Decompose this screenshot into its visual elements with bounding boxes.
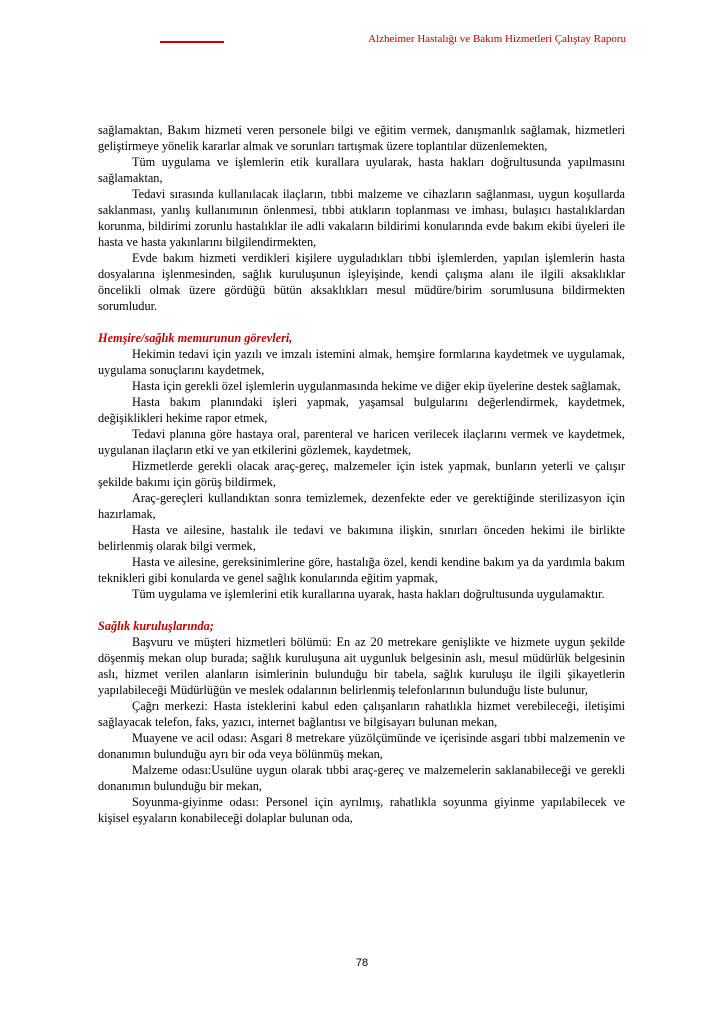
paragraph: Muayene ve acil odası: Asgari 8 metrekare yüzölçümünde ve içerisinde asgari tıbbi malzemenin ve donanımın bulunduğu ayrı bir oda veya bölünmüş mekan, xyxy=(98,731,625,761)
paragraph: Hekimin tedavi için yazılı ve imzalı istemini almak, hemşire formlarına kaydetmek ve uygulamak, uygulama sonuçlarını kaydetmek, xyxy=(98,347,625,377)
spacer xyxy=(98,314,625,330)
paragraph: Başvuru ve müşteri hizmetleri bölümü: En az 20 metrekare genişlikte ve hizmete uygun şekilde döşenmiş mekan olup burada; sağlık kuruluşuna ait uygunluk belgesinin aslı, mesul müdürlük belgesinin aslı, hizmet verilen alanların isimlerinin bulunduğu bir tabela, sağlık kuruluşu ile ilgili şikayetlerin yapılabileceği Müdürlüğün ve meslek odalarının belirlenmiş telefonlarının bulunduğu liste bulunur, xyxy=(98,635,625,697)
paragraph: Hasta için gerekli özel işlemlerin uygulanmasında hekime ve diğer ekip üyelerine destek sağlamak, xyxy=(132,379,621,393)
document-body xyxy=(98,122,625,826)
spacer xyxy=(98,602,625,618)
paragraph: sağlamaktan, Bakım hizmeti veren personele bilgi ve eğitim vermek, danışmanlık sağlamak, hizmetleri geliştirmeye yönelik kararlar almak ve sorunları tartışmak üzere toplantılar düzenlemekten, xyxy=(98,123,625,153)
paragraph: Evde bakım hizmeti verdikleri kişilere uyguladıkları tıbbi işlemlerden, yapılan işlemlerin hasta dosyalarına işlenmesinden, sağlık kuruluşunun işleyişinde, kendi çalışma alanı ile ilgili aksaklıklar öncelikli olmak üzere gördüğü bütün aksaklıkları mesul müdüre/birim sorumlusuna bildirmekten sorumludur. xyxy=(98,251,625,313)
paragraph: Malzeme odası:Usulüne uygun olarak tıbbi araç-gereç ve malzemelerin saklanabileceği ve gerekli donanımın bulunduğu bir mekan, xyxy=(98,763,625,793)
section-heading-nurse: Hemşire/sağlık memurunun görevleri, xyxy=(98,331,293,345)
paragraph: Hasta ve ailesine, hastalık ile tedavi ve bakımına ilişkin, sınırları önceden hekimi ile birlikte belirlenmiş olarak bilgi vermek, xyxy=(98,523,625,553)
header-title: Alzheimer Hastalığı ve Bakım Hizmetleri Çalıştay Raporu xyxy=(368,33,626,45)
paragraph: Tedavi planına göre hastaya oral, parenteral ve haricen verilecek ilaçlarını vermek ve kaydetmek, uygulanan ilaçların etki ve yan etkilerini gözlemek, kaydetmek, xyxy=(98,427,625,457)
paragraph: Hasta bakım planındaki işleri yapmak, yaşamsal bulgularını değerlendirmek, kaydetmek, değişiklikleri hekime rapor etmek, xyxy=(98,395,625,425)
section-heading-facilities: Sağlık kuruluşlarında; xyxy=(98,619,214,633)
paragraph: Araç-gereçleri kullandıktan sonra temizlemek, dezenfekte eder ve gerektiğinde sterilizasyon için hazırlamak, xyxy=(98,491,625,521)
paragraph: Çağrı merkezi: Hasta isteklerini kabul eden çalışanların rahatlıkla hizmet verebileceği, iletişimi sağlayacak telefon, faks, yazıcı, internet bağlantısı ve bilgisayarı bulunan mekan, xyxy=(98,699,625,729)
header-accent-line xyxy=(160,41,224,43)
paragraph: Tedavi sırasında kullanılacak ilaçların, tıbbi malzeme ve cihazların sağlanması, uygun koşullarda saklanması, yanlış kullanımının önlenmesi, tıbbi atıkların toplanması ve imhası, bulaşıcı hastalıklardan korunma, bildirimi zorunlu hastalıklar ile adli vakaların bildirimi konularında evde bakım ekibi üyeleri ile hasta ve hasta yakınlarını bilgilendirmekten, xyxy=(98,187,625,249)
paragraph: Tüm uygulama ve işlemlerin etik kurallara uyularak, hasta hakları doğrultusunda yapılmasını sağlamaktan, xyxy=(98,155,625,185)
page-number: 78 xyxy=(355,957,369,969)
paragraph: Hizmetlerde gerekli olacak araç-gereç, malzemeler için istek yapmak, bunların yeterli ve çalışır şekilde bakımı için görüş bildirmek, xyxy=(98,459,625,489)
paragraph: Soyunma-giyinme odası: Personel için ayrılmış, rahatlıkla soyunma giyinme yapılabilecek ve kişisel eşyaların konabileceği dolaplar bulunan oda, xyxy=(98,795,625,825)
paragraph: Hasta ve ailesine, gereksinimlerine göre, hastalığa özel, kendi kendine bakım ya da yardımla bakım teknikleri gibi konularda ve genel sağlık konularında eğitim yapmak, xyxy=(98,555,625,585)
paragraph: Tüm uygulama ve işlemlerini etik kurallarına uyarak, hasta hakları doğrultusunda uygulamaktır. xyxy=(132,587,605,601)
